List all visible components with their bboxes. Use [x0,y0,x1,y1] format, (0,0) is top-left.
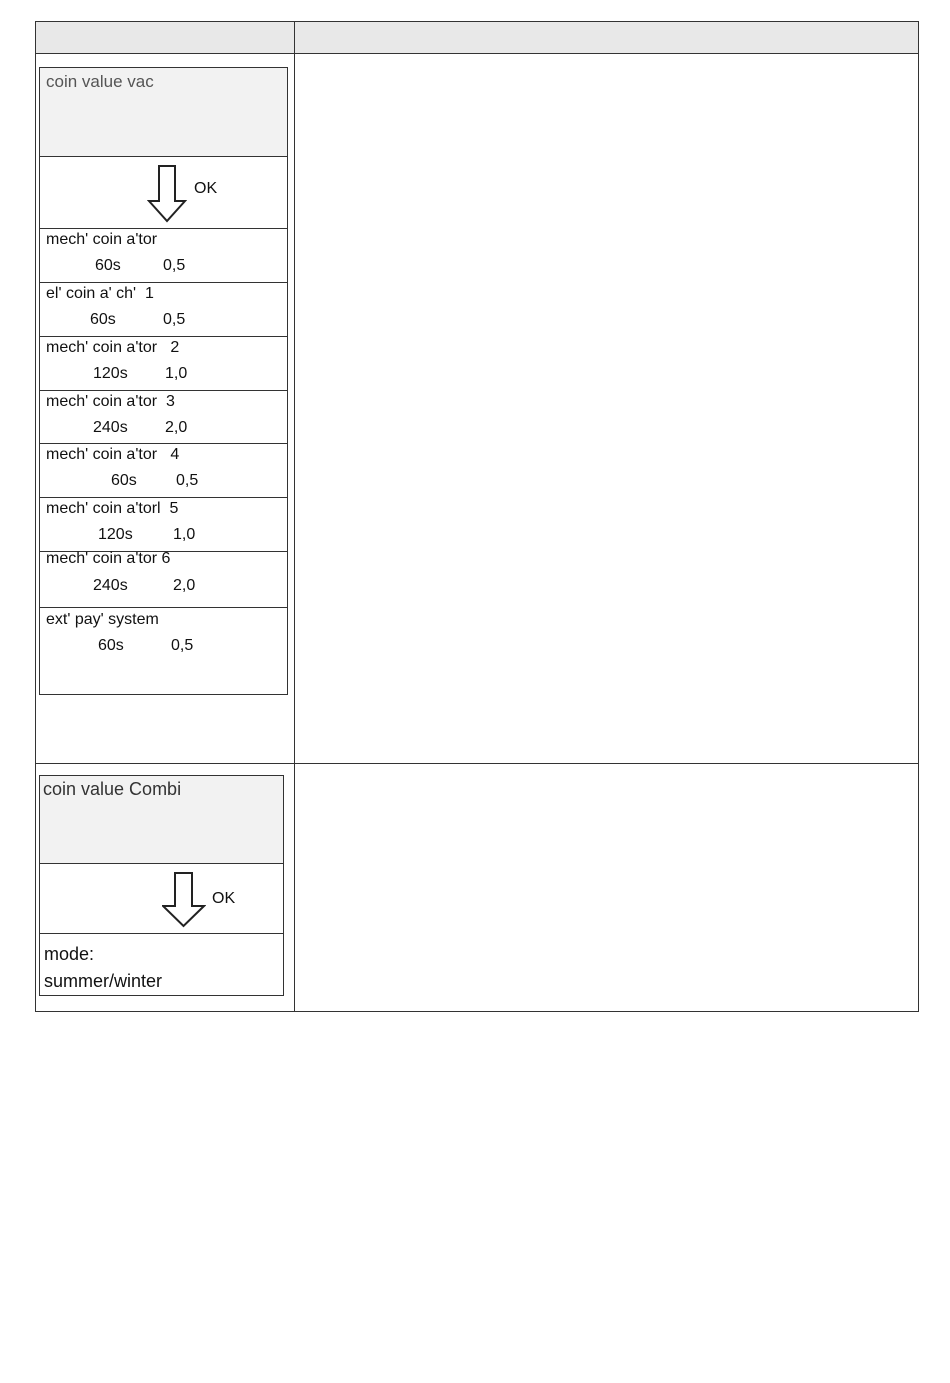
table-header-row [36,22,918,54]
item-time: 60s [95,257,121,274]
column-divider [294,22,295,1011]
item-name: mech' coin a'tor 2 [46,339,180,356]
item-name: mech' coin a'tor 4 [46,446,180,463]
item-value: 2,0 [165,419,188,436]
item-value: 0,5 [171,637,194,654]
item-value: 1,0 [165,365,188,382]
document-table [35,21,919,1012]
mode-setting[interactable] [40,934,283,996]
list-item[interactable] [40,444,287,498]
item-name: mech' coin a'tor 6 [46,550,171,567]
combi-title: coin value Combi [43,779,182,799]
vac-arrow-row [40,157,287,229]
combi-title-box [40,776,283,864]
item-name: el' coin a' ch' 1 [46,285,154,302]
down-arrow-icon [147,165,187,223]
item-value: 2,0 [173,577,196,594]
item-value: 0,5 [163,311,186,328]
combi-arrow-row [40,864,283,934]
item-time: 60s [90,311,116,328]
list-item[interactable] [40,391,287,444]
vac-ok-label: OK [194,180,218,197]
list-item[interactable] [40,552,287,608]
mode-value: summer/winter [44,971,163,991]
list-item[interactable] [40,608,287,694]
item-value: 0,5 [163,257,186,274]
item-name: ext' pay' system [46,611,159,628]
item-name: mech' coin a'torl 5 [46,500,179,517]
list-item[interactable] [40,337,287,391]
down-arrow-icon [162,872,206,928]
coin-value-combi-panel [39,775,284,996]
mode-label: mode: [44,944,95,964]
item-name: mech' coin a'tor [46,231,158,248]
item-time: 120s [93,365,128,382]
vac-title: coin value vac [46,72,154,91]
item-name: mech' coin a'tor 3 [46,393,175,410]
list-item[interactable] [40,498,287,552]
item-time: 60s [98,637,124,654]
item-time: 60s [111,472,137,489]
combi-ok-label: OK [212,890,236,907]
item-time: 240s [93,419,128,436]
row-divider [36,763,918,764]
vac-title-box [40,68,287,157]
coin-value-vac-panel [39,67,288,695]
list-item[interactable] [40,229,287,283]
item-time: 240s [93,577,128,594]
item-value: 1,0 [173,526,196,543]
item-value: 0,5 [176,472,199,489]
list-item[interactable] [40,283,287,337]
item-time: 120s [98,526,133,543]
